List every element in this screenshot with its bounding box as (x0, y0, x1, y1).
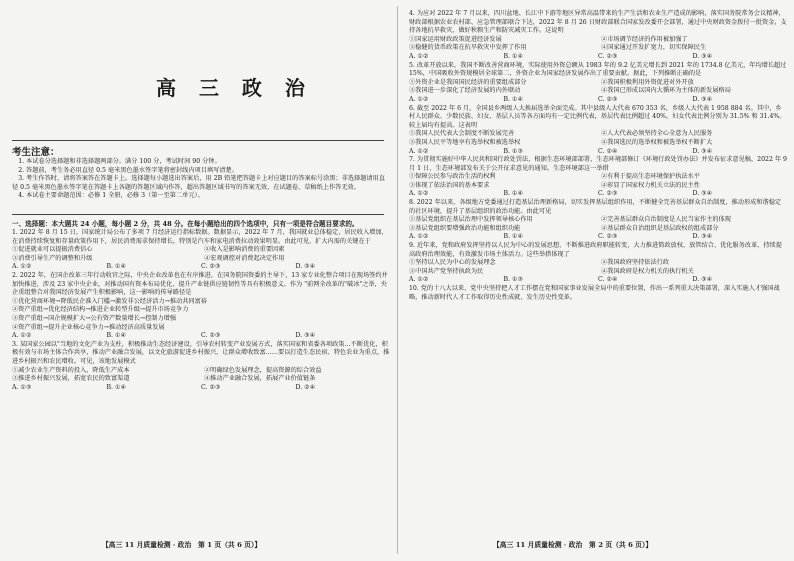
option-item: ①我国人民代表大会制度不断发展完善 (409, 130, 515, 138)
question-8 (409, 199, 787, 242)
option-item: ③消费引导生产的调整和升级 (12, 254, 93, 262)
answer-choice: A. ①② (409, 276, 429, 284)
option-item: ③稳健的货币政策在抗旱救灾中发挥了作用 (409, 44, 527, 52)
answer-choice: B. ①④ (503, 233, 524, 241)
question-stem: 9. 近年来，党和政府发挥坚持以人民为中心的发展思想，不断推进政府职能转变，大力推进简政放权、放管结合、优化服务改革，持续提高政府治理效能，有效激发市场主体活力。这些举措体现了 (409, 242, 782, 258)
option-item: ③推进乡村振兴发展，拓宽农民的致富渠道 (12, 375, 130, 383)
answer-choice: B. ①④ (106, 332, 127, 340)
option-item: ①外资企业是我国国民经济的重要组成部分 (409, 78, 527, 86)
notice-item: 3. 考生作答时，请将答案答在答题卡上。选择题每小题选出答案后，用 2B 铅笔把答题卡上对应题目的答案标号涂黑；非选择题请用直径 0.5 毫米黑色墨水签字笔在答题卡上各题的答题区域内作答，超出答题区域书写的答案无效，在试题卷、草稿纸上作答无效。 (12, 175, 385, 191)
notice-rule (12, 214, 384, 215)
option-item: ④我国已形成以国内大循环为主体的新发展格局 (601, 87, 731, 95)
option-item: ③我国进一步深化了经济发展的内外联动 (409, 87, 521, 95)
option-item: ③中国共产党坚持执政为民 (409, 267, 484, 275)
answer-choice: C. ②③ (598, 190, 618, 198)
page-footer-right: 【高三 11 月质量检测 · 政治 第 2 页（共 6 页）】 (493, 541, 653, 549)
right-column (403, 0, 788, 561)
option-item: ④我国选民的选举权和被选举权不断扩大 (601, 138, 713, 146)
left-column (6, 0, 391, 561)
option-item: ①坚持以人民为中心的发展理念 (409, 259, 496, 267)
option-item: ①促进就业可以提振消费信心 (12, 246, 93, 254)
option-item: ④宏观调控对消费起决定作用 (204, 254, 285, 262)
option-item: ①基层党组织在基层治理中发挥领导核心作用 (409, 216, 533, 224)
answer-choice: C. ②③ (598, 52, 618, 60)
question-stem: 2. 2022 年，在国企改革三年行动收官之际，中央企业改革也在有序推进，在国务院国资委的主导下，13 家专业化整合项目在现场签约并加快推进，涉及 23 家中央企业，对推动国有资本布局优化、提升产业链供应链韧性等具有积极意义。作为 "前网全改革的"破冰"之举，央企重组整合对我国经济发展产生积极影响，这一影响的传导路径是 (12, 271, 388, 297)
option-list (409, 216, 787, 233)
answer-choice: C. ②③ (201, 263, 221, 271)
answer-choice: B. ①③ (503, 147, 524, 155)
answer-choice: C. ②③ (201, 332, 221, 340)
section-heading: 一、选择题：本大题共 24 小题，每小题 2 分，共 48 分。在每小题给出的四个选项中，只有一项是符合题目要求的。 (12, 220, 359, 228)
answer-choice: D. ②④ (295, 383, 316, 391)
answer-choice: B. ①④ (106, 383, 127, 391)
option-item: ②收入是影响消费的重要因素 (204, 246, 285, 254)
option-item: ②我国政府坚持依法行政 (601, 259, 670, 267)
question-9 (409, 242, 787, 285)
option-item: ④彰显了国家权力机关立法的民主性 (601, 181, 700, 189)
question-10 (409, 285, 787, 302)
option-item: ①国家运用财政政策促进经济发展 (409, 35, 502, 43)
answer-choices (409, 148, 787, 157)
option-item: ③资产重组→国企规模扩大→公有资产数量增长→控制力增强 (12, 314, 177, 322)
answer-choices (12, 384, 390, 393)
option-item: ④推动产业融合发展，拓展产业价值链条 (204, 375, 316, 383)
question-7 (409, 156, 787, 199)
title-rule (12, 140, 384, 141)
option-item: ④国家通过开发扩宽力，切实保障民生 (601, 44, 707, 52)
answer-choices (409, 96, 787, 105)
option-item: ①减少农业生产资料的投入，降低生产成本 (12, 366, 130, 374)
notice-heading: 考生注意： (12, 147, 60, 158)
page-footer-left: 【高三 11 月质量检测 · 政治 第 1 页（共 6 页）】 (102, 541, 262, 549)
notice-list (12, 158, 390, 201)
answer-choices (409, 276, 787, 285)
option-list (12, 367, 390, 384)
option-item: ③体现了依法治国的基本要求 (409, 181, 490, 189)
answer-choice: D. ③④ (692, 95, 713, 103)
option-list (12, 246, 390, 263)
answer-choice: A. ①③ (12, 383, 32, 391)
answer-choice: D. ③④ (692, 147, 713, 155)
left-questions (12, 220, 390, 392)
answer-choice: A. ①② (409, 233, 429, 241)
notice-item: 2. 答题前，考生务必用直径 0.5 毫米黑色墨水签字笔将密封线内项目填写清楚。 (18, 166, 238, 174)
option-item: ②资产重组→优化经济结构→推进企业转型升级→提升市场竞争力 (12, 306, 189, 314)
answer-choice: A. ①② (12, 263, 32, 271)
answer-choice: D. ③④ (692, 190, 713, 198)
question-3 (12, 341, 390, 393)
answer-choice: D. ③④ (692, 233, 713, 241)
notice-item: 4. 本试卷主要命题范围：必修 1 全册，必修 3（第一至第二单元）。 (18, 192, 204, 200)
option-list (409, 36, 787, 53)
option-item: ②明确绿色发展理念，提高资源的综合效益 (204, 366, 322, 374)
option-item: ④我国政府是权力机关的执行机关 (601, 267, 694, 275)
option-item: ④资产重组→提升企业核心竞争力→推动经济高质量发展 (12, 323, 165, 331)
answer-choices (409, 53, 787, 62)
answer-choices (12, 263, 390, 272)
answer-choice: B. ①④ (503, 190, 524, 198)
answer-choice: C. ②④ (598, 276, 618, 284)
option-item: ②我国积极利用外资促进对外开放 (601, 78, 694, 86)
option-list (12, 298, 390, 332)
answer-choices (409, 190, 787, 199)
option-item: ②完善基层群众自治制度是人民当家作主的体现 (601, 216, 731, 224)
right-questions (409, 10, 787, 302)
notice-item: 1. 本试卷分选择题和非选择题两部分。满分 100 分，考试时间 90 分钟。 (18, 158, 221, 165)
answer-choice: C. ②③ (598, 95, 618, 103)
answer-choice: D. ③④ (295, 332, 316, 340)
answer-choices (12, 332, 390, 341)
answer-choice: A. ①② (409, 190, 429, 198)
answer-choice: A. ①② (12, 332, 32, 340)
question-stem: 7. 为贯彻实施好中华人民共和国行政处罚法，根据生态环境部部署，生态环境部修订《环境行政处罚办法》并发布征求意见稿，2022 年 9 月 1 日，生态环境部发布关于公开征求意见的通知。生态环境部这一举措 (409, 156, 787, 172)
answer-choice: A. ①② (409, 95, 429, 103)
question-2 (12, 272, 390, 341)
answer-choice: B. ①④ (503, 52, 524, 60)
question-5 (409, 62, 787, 105)
option-list (409, 79, 787, 96)
answer-choice: B. ①③ (503, 276, 524, 284)
option-item: ①保障公民参与政治生活的权利 (409, 173, 496, 181)
question-1 (12, 229, 390, 272)
question-stem: 3. 某国家公园以"当地的文化产业为支柱，积极推动生态经济建设，引导农村转变产业发展方式，落实国家和省委各项政策…不断优化，积极有效与市场主体合作共享，推动产业融合发展，以文化旅游促进乡村振兴，让群众增收致富……要以打造生态民宿、特色农业为重点，推进乡村振兴和农民增收。可见，该地发展模式 (12, 340, 390, 365)
answer-choice: A. ①② (409, 52, 429, 60)
option-list (409, 130, 787, 147)
answer-choice: B. ①④ (106, 263, 127, 271)
question-stem: 4. 为应对 2022 年 7 月以来，四川盆地、长江中下游等地区异常高温带来的生产生活和农业生产造成的影响，落实国务院常务会议精神，财政部根据农业农村部、应急管理部联合下达，2022 年 8 月 26 日财政部联合国家发改委开会部署，通过中央财政资金拨付一批资金，支持各地抗旱救灾，做好秋粮生产和防灾减灾工作。这说明 (409, 10, 787, 35)
answer-choice: C. ②③ (201, 383, 221, 391)
column-divider (397, 6, 398, 554)
question-4 (409, 10, 787, 62)
answer-choice: D. ③④ (692, 276, 713, 284)
answer-choice: C. ②④ (598, 147, 618, 155)
option-list (409, 259, 787, 276)
question-stem: 6. 截至 2022 年 6 月，全国县乡两级人大换届选举全面完成。其中县级人大代表 670 353 名，乡级人大代表 1 958 884 名。其中，乡村人民群众、少数民族、妇女、基层人员等各方面均有一定比例代表，基层代表比例超过 40%，妇女代表比例分别为 31.5% 和 31.4%。较上届均有提高。这表明 (409, 104, 786, 129)
answer-choice: D. ③④ (692, 52, 713, 60)
option-item: ③我国人民平等地享有选举权和被选举权 (409, 138, 521, 146)
option-item: ④基层群众自治组织是基层政权的组成部分 (601, 224, 719, 232)
option-item: ③基层党组织要增强政治功能和组织功能 (409, 224, 521, 232)
answer-choices (409, 233, 787, 242)
question-stem: 1. 2022 年 8 月 15 日，国家统计局公布了多项 7 月经济运行指标数据。数据显示，2022 年 7 月，我国就业总体稳定，居民收入增加，在消费持续恢复和存量政策作用下，居民消费需求保持增长，特别是汽车和家电消费拉动效果明显。由此可见，扩大内需的关键在于 (12, 229, 388, 245)
answer-choice: A. ①② (409, 147, 429, 155)
page-title: 高 三 政 治 (156, 76, 313, 100)
option-item: ②人大代表必须坚持全心全意为人民服务 (601, 130, 713, 138)
question-6 (409, 105, 787, 157)
answer-choice: D. ③④ (295, 263, 316, 271)
option-item: ②有利于提高生态环境保护执法水平 (601, 173, 700, 181)
option-item: ②市场调节经济的作用被加强了 (601, 35, 688, 43)
question-stem: 5. 改革开放以来，我国不断改善营商环境，实际使用外资总额从 1983 年的 9.2 亿美元增长到 2021 年的 1734.8 亿美元，年均增长超过 15%，中国吸收外资规模居全球第二，外资企业为国家经济发展作出了重要贡献。据此，下列推断正确的是 (409, 61, 787, 78)
option-list (409, 173, 787, 190)
question-stem: 10. 党的十八大以来，党中央坚持把人才工作摆在党和国家事业发展全局中的重要位置，作出一系列重大决策部署，深入实施人才强国战略，推动新时代人才工作取得历史性成就、发生历史性变革。 (409, 285, 780, 301)
answer-choice: B. ①④ (503, 95, 524, 103)
answer-choice: C. ②③ (598, 233, 618, 241)
question-stem: 8. 2022 年以来，各级地方党委通过打造基层治理新格局，切实发挥基层组织作用，不断健全完善基层群众自治制度，推动形成和谐稳定的社区环境，提升了基层组织的政治功能。由此可见 (409, 199, 782, 215)
option-item: ①优化营商环境→降低民企准入门槛→激发非公经济活力→推动共同富裕 (12, 297, 207, 305)
